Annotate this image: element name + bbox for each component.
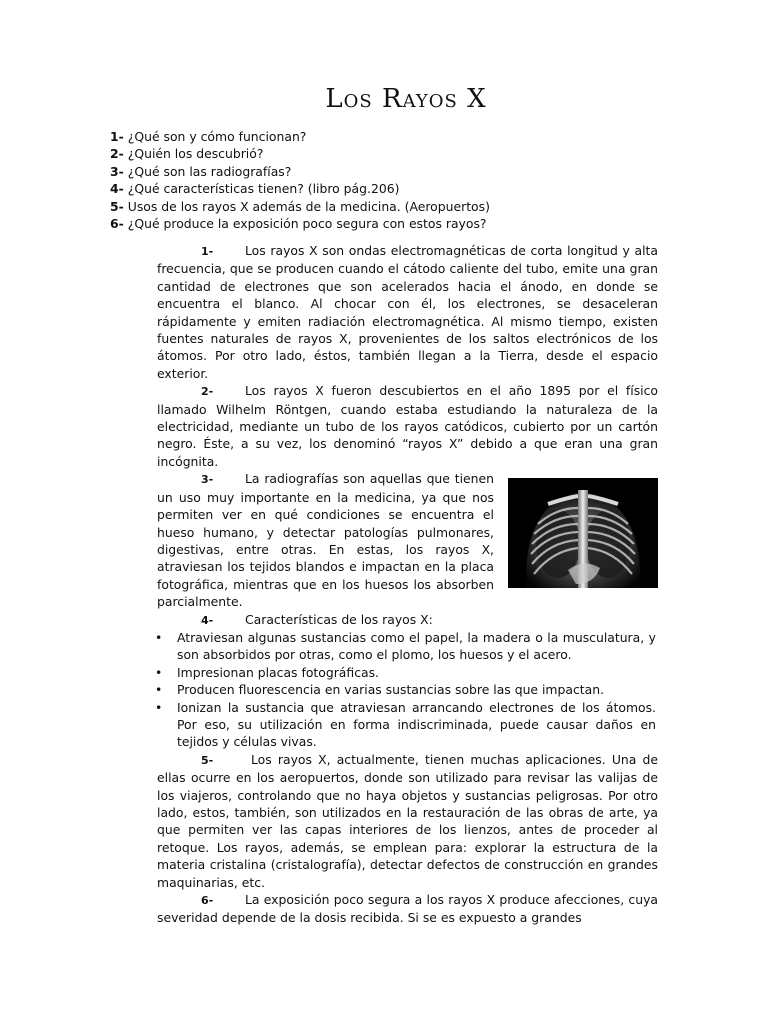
answer-4-intro <box>157 611 658 629</box>
list-item-text: Impresionan placas fotográficas. <box>177 664 379 680</box>
list-item <box>155 664 656 681</box>
question-number: 3- <box>110 163 124 179</box>
chest-xray-image <box>508 478 658 588</box>
question-item <box>110 128 670 145</box>
answer-5 <box>157 751 658 891</box>
question-text: ¿Qué son y cómo funcionan? <box>127 129 307 144</box>
question-text: ¿Qué son las radiografías? <box>127 163 292 179</box>
answers-section <box>157 242 658 927</box>
answer-text: Los rayos X son ondas electromagnéticas de corta longitud y alta frecuencia, que se producen cuando el cátodo caliente del tubo, emite una gran cantidad de electrones que son acelerados hacia el ánodo, en donde se encuentra el blanco. Al chocar con él, los electrones, se desaceleran rápidamente y emiten radiación electromagnética. Al mismo tiempo, existen fuentes naturales de rayos X, provenientes de los saltos electrónicos de los átomos. Por otro lado, éstos, también llegan a la Tierra, desde el espacio exterior. <box>157 243 658 381</box>
answer-number: 1- <box>201 245 214 258</box>
characteristics-list <box>157 629 658 751</box>
question-number: 4- <box>110 181 124 197</box>
answer-text: La radiografías son aquellas que tienen un uso muy importante en la medicina, ya que nos permiten ver en qué condiciones se encuentra el hueso humano, y detectar patologías pulmonares, digestivas, entre otras. En estas, los rayos X, atraviesan los tejidos blandos e impactan en la placa fotográfica, mientras que en los huesos los absorben parcialmente. <box>157 471 494 610</box>
question-number: 6- <box>110 216 124 232</box>
answer-1 <box>157 242 658 382</box>
answer-6 <box>157 891 658 927</box>
question-list <box>110 128 670 232</box>
answer-number: 5- <box>201 753 214 767</box>
answer-number: 3- <box>201 473 214 487</box>
chest-xray-icon <box>508 478 658 588</box>
list-item-text: Producen fluorescencia en varias sustancias sobre las que impactan. <box>177 682 605 698</box>
list-item <box>155 629 656 664</box>
question-text: ¿Qué características tienen? (libro pág.206) <box>127 181 400 197</box>
bullet-icon: • <box>155 664 163 680</box>
question-number: 5- <box>110 198 124 214</box>
bullet-icon: • <box>155 682 163 698</box>
question-number: 1- <box>110 129 124 144</box>
answer-text: Los rayos X fueron descubiertos en el año 1895 por el físico llamado Wilhelm Röntgen, cuando estaba estudiando la naturaleza de la electricidad, mediante un tubo de los rayos catódicos, cubierto por un cartón negro. Éste, a su vez, los denominó “rayos X” debido a que eran una gran incógnita. <box>157 383 658 469</box>
list-item-text: Atraviesan algunas sustancias como el papel, la madera o la musculatura, y son absorbidos por otras, como el plomo, los huesos y el acero. <box>177 629 656 663</box>
answer-text: Características de los rayos X: <box>245 611 433 627</box>
question-item <box>110 163 670 180</box>
answer-text: La exposición poco segura a los rayos X produce afecciones, cuya severidad depende de la dosis recibida. Si se es expuesto a grandes <box>157 892 658 926</box>
question-text: Usos de los rayos X además de la medicina. (Aeropuertos) <box>127 198 490 214</box>
question-item <box>110 215 670 232</box>
answer-2 <box>157 382 658 470</box>
answer-number: 6- <box>201 894 214 908</box>
question-text: ¿Quién los descubrió? <box>127 146 264 162</box>
list-item-text: Ionizan la sustancia que atraviesan arrancando electrones de los átomos. Por eso, su utilización en forma indiscriminada, puede causar daños en tejidos y células vivas. <box>177 699 656 750</box>
page-title: Los Rayos X <box>325 84 487 114</box>
answer-number: 2- <box>201 385 214 399</box>
bullet-icon: • <box>155 629 163 645</box>
bullet-icon: • <box>155 699 163 715</box>
answer-text: Los rayos X, actualmente, tienen muchas aplicaciones. Una de ellas ocurre en los aeropuertos, donde son utilizado para revisar las valijas de los viajeros, controlando que no haya objetos y sustancias peligrosas. Por otro lado, estos, también, son utilizados en la restauración de las obras de arte, ya que permiten ver las capas interiores de los lienzos, antes de proceder al retoque. Los rayos, además, se emplean para: explorar la estructura de la materia cristalina (cristalografía), detectar defectos de construcción en grandes maquinarias, etc. <box>157 751 658 890</box>
question-item <box>110 180 670 197</box>
question-text: ¿Qué produce la exposición poco segura con estos rayos? <box>127 216 487 232</box>
question-item <box>110 145 670 162</box>
list-item <box>155 699 656 751</box>
question-item <box>110 198 670 215</box>
answer-number: 4- <box>201 613 214 627</box>
question-number: 2- <box>110 146 124 162</box>
list-item <box>155 681 656 698</box>
